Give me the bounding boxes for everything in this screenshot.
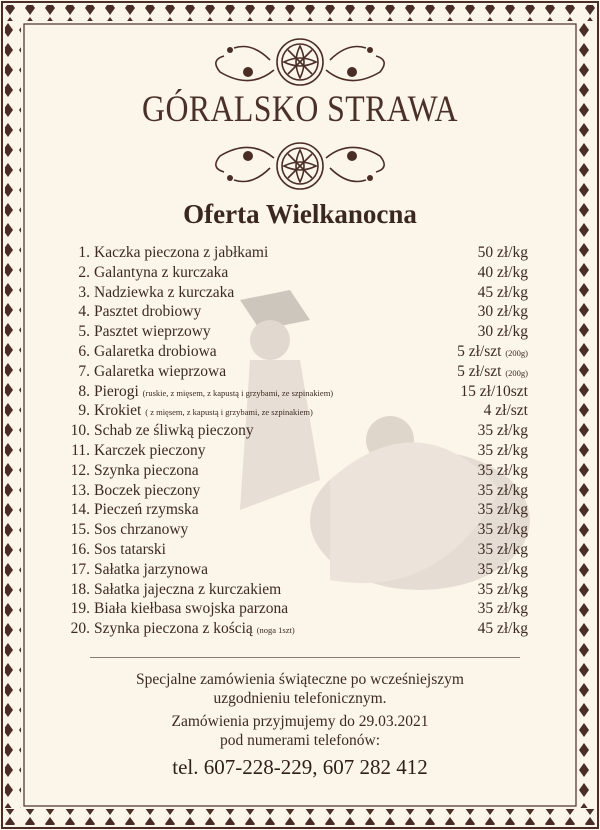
item-name-text: Schab ze śliwką pieczony [94,422,254,440]
orders-line-2: pod numerami telefonów: [219,732,381,749]
item-price [478,560,528,580]
item-name-text: Sos tatarski [94,540,166,558]
item-name [94,580,281,600]
item-name [94,619,295,641]
item-name-text: Pasztet wieprzowy [94,323,211,341]
menu-row [68,580,540,600]
item-name-text: Szynka pieczona [94,461,199,479]
item-name [94,461,199,481]
item-price-note: (200g) [505,347,528,358]
item-price-text: 35 zł/kg [477,540,528,558]
item-name [94,560,208,580]
item-price-text: 30 zł/kg [477,323,528,341]
item-price-text: 15 zł/10szt [460,382,528,400]
item-name-text: Galaretka drobiowa [94,342,217,360]
item-name [94,243,268,263]
item-price [478,243,528,263]
item-name [94,322,211,342]
item-price-text: 5 zł/szt [457,342,502,360]
special-line-1: Specjalne zamówienia świąteczne po wcześniejszym [136,671,464,688]
item-number: 7. [78,362,90,380]
item-price-text: 40 zł/kg [477,263,528,281]
top-ornament [190,32,410,92]
menu-row [68,362,540,382]
item-name [94,283,234,303]
item-price [478,421,528,441]
item-name [94,500,199,520]
item-price [478,263,528,283]
item-number: 11. [71,441,90,459]
item-price [457,362,528,384]
item-price [478,520,528,540]
divider [90,657,520,658]
item-name-text: Pieczeń rzymska [94,501,199,519]
item-name-text: Krokiet [94,402,142,420]
item-name-text: Galaretka wieprzowa [94,362,227,380]
item-name-text: Karczek pieczony [94,441,206,459]
item-number: 20. [70,620,90,638]
item-price-text: 35 zł/kg [477,580,528,598]
item-note: ( z mięsem, z kapustą i grzybami, ze szpinakiem) [145,407,313,418]
menu-list [68,243,540,639]
phone-numbers: tel. 607-228-229, 607 282 412 [172,755,428,779]
item-name-text: Biała kiełbasa swojska parzona [94,600,289,618]
menu-row [68,461,540,481]
menu-row [68,421,540,441]
item-number: 9. [78,402,90,420]
item-name-text: Sałatka jajeczna z kurczakiem [94,580,282,598]
item-number: 3. [78,283,90,301]
item-price-text: 35 zł/kg [477,501,528,519]
item-price-text: 45 zł/kg [477,283,528,301]
item-price-text: 35 zł/kg [477,481,528,499]
item-number: 16. [70,540,90,558]
brand-name: GÓRALSKO STRAWA [142,89,458,130]
menu-row [68,520,540,540]
menu-row [68,243,540,263]
menu-row [68,599,540,619]
menu-row [68,382,540,402]
item-price [457,342,528,364]
item-name [94,520,188,540]
item-price-text: 35 zł/kg [477,521,528,539]
menu-row [68,560,540,580]
item-price-text: 35 zł/kg [477,422,528,440]
item-price [478,461,528,481]
offer-title: Oferta Wielkanocna [183,199,417,229]
item-number: 18. [70,580,90,598]
item-price [478,580,528,600]
item-number: 6. [78,342,90,360]
menu-row [68,302,540,322]
item-price-text: 4 zł/szt [483,402,528,420]
menu-row [68,441,540,461]
item-price-text: 5 zł/szt [457,362,502,380]
item-name [94,481,200,501]
item-name-text: Pierogi [94,382,139,400]
menu-row [68,342,540,362]
item-name [94,540,166,560]
menu-row [68,322,540,342]
menu-row [68,263,540,283]
menu-row [68,619,540,639]
item-number: 2. [78,263,90,281]
item-number: 14. [70,501,90,519]
item-number: 19. [70,600,90,618]
item-name-text: Sałatka jarzynowa [94,560,209,578]
menu-row [68,401,540,421]
item-price-text: 45 zł/kg [477,620,528,638]
item-name-text: Szynka pieczona z kością [94,620,253,638]
item-price [478,283,528,303]
item-price-text: 50 zł/kg [477,244,528,261]
item-price [478,500,528,520]
item-name [94,342,217,362]
item-number: 13. [70,481,90,499]
item-note: (noga 1szt) [256,625,295,636]
item-name [94,401,313,423]
item-price-text: 35 zł/kg [477,600,528,618]
menu-row [68,283,540,303]
item-number: 10. [70,422,90,440]
item-number: 1. [78,244,90,261]
item-price-text: 35 zł/kg [477,461,528,479]
item-price [478,322,528,342]
item-name [94,441,205,461]
bottom-ornament [190,136,410,196]
item-number: 8. [78,382,90,400]
item-price [478,599,528,619]
item-number: 12. [70,461,90,479]
item-price [484,401,528,421]
item-number: 15. [70,521,90,539]
item-price-text: 35 zł/kg [477,441,528,459]
item-name-text: Pasztet drobiowy [94,303,202,321]
orders-deadline-note [0,712,600,750]
item-name-text: Galantyna z kurczaka [94,263,229,281]
item-name [94,421,254,441]
menu-row [68,481,540,501]
item-price-note: (200g) [505,367,528,378]
item-price-text: 30 zł/kg [477,303,528,321]
orders-line-1: Zamówienia przyjmujemy do 29.03.2021 [171,713,429,730]
item-name [94,599,288,619]
item-name [94,382,333,404]
item-price [478,481,528,501]
item-name [94,302,201,322]
item-price [478,619,528,639]
item-number: 5. [78,323,90,341]
item-price [478,441,528,461]
special-orders-note [0,670,600,708]
item-name-text: Boczek pieczony [94,481,201,499]
item-note: (ruskie, z mięsem, z kapustą i grzybami, ze szpinakiem) [142,387,334,398]
special-line-2: uzgodnieniu telefonicznym. [213,690,387,707]
item-price-text: 35 zł/kg [477,560,528,578]
item-name-text: Nadziewka z kurczaka [94,283,235,301]
item-name-text: Sos chrzanowy [94,521,189,539]
item-number: 4. [78,303,90,321]
item-name [94,362,226,382]
item-number: 17. [70,560,90,578]
item-price [460,382,528,402]
item-price [478,302,528,322]
item-price [478,540,528,560]
item-name [94,263,228,283]
menu-row [68,540,540,560]
item-name-text: Kaczka pieczona z jabłkami [94,244,269,261]
menu-row [68,500,540,520]
